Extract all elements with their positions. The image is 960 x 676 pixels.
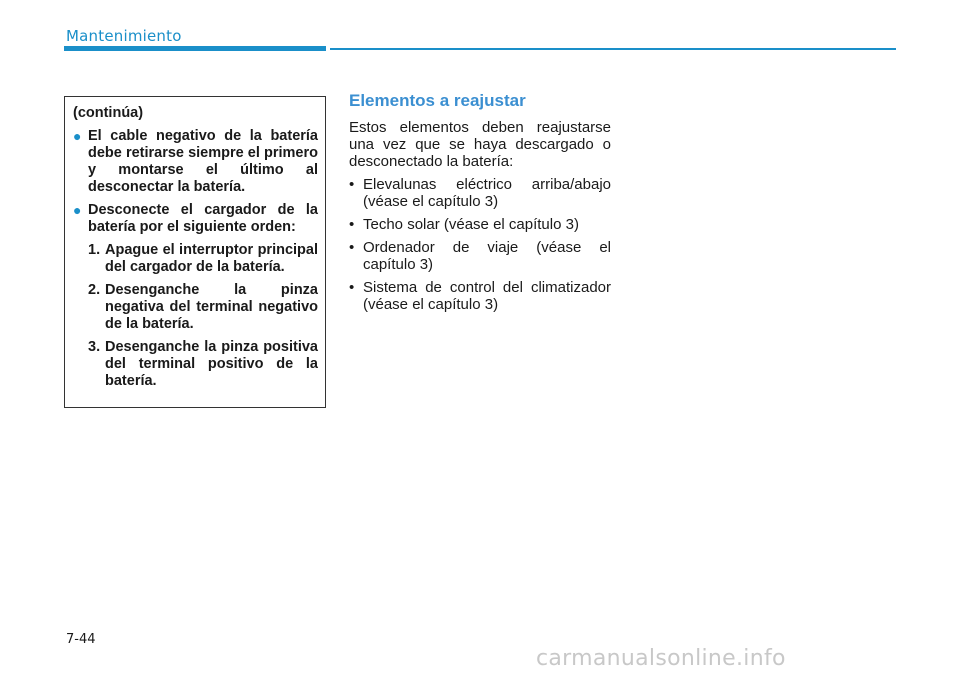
list-bullet-icon: •: [349, 279, 355, 296]
bullet-dot-icon: ●: [73, 128, 82, 144]
step-number: 3.: [88, 339, 101, 355]
note-bullet-text: El cable negativo de la batería debe retirarse siempre el primero y montarse el último al desconectar la batería.: [88, 128, 318, 195]
main-heading: Elementos a reajustar: [349, 91, 526, 110]
list-item: [349, 216, 611, 233]
section-title: Mantenimiento: [66, 27, 182, 45]
step-text: Desenganche la pinza positiva del terminal positivo de la batería.: [105, 339, 318, 389]
header-rule-thin: [330, 48, 896, 50]
list-item: [349, 239, 611, 273]
bullet-dot-icon: ●: [73, 202, 82, 218]
note-bullet: [73, 128, 318, 196]
step-number: 2.: [88, 282, 101, 298]
note-step: [73, 339, 318, 390]
main-column: [349, 92, 611, 319]
note-step: [73, 282, 318, 333]
note-bullet: [73, 202, 318, 236]
list-item: [349, 279, 611, 313]
list-item-text: Elevalunas eléctrico arriba/abajo (véase el capítulo 3): [363, 176, 611, 210]
note-bullet-text: Desconecte el cargador de la batería por el siguiente orden:: [88, 202, 318, 235]
note-box: [64, 96, 326, 408]
step-text: Apague el interruptor principal del cargador de la batería.: [105, 242, 318, 275]
list-bullet-icon: •: [349, 239, 355, 256]
list-item: [349, 176, 611, 210]
list-item-text: Techo solar (véase el capítulo 3): [363, 216, 579, 233]
list-bullet-icon: •: [349, 176, 355, 193]
step-number: 1.: [88, 242, 101, 258]
main-intro: Estos elementos deben reajustarse una vez que se haya descargado o desconectado la batería:: [349, 119, 611, 170]
list-bullet-icon: •: [349, 216, 355, 233]
page-number: 7-44: [66, 632, 96, 647]
list-item-text: Sistema de control del climatizador (véase el capítulo 3): [363, 279, 611, 313]
note-step: [73, 242, 318, 276]
note-heading: (continúa): [73, 105, 144, 121]
step-text: Desenganche la pinza negativa del terminal negativo de la batería.: [105, 282, 318, 332]
watermark[interactable]: carmanualsonline.info: [536, 646, 786, 671]
list-item-text: Ordenador de viaje (véase el capítulo 3): [363, 239, 611, 273]
header-rule-thick: [64, 46, 326, 51]
